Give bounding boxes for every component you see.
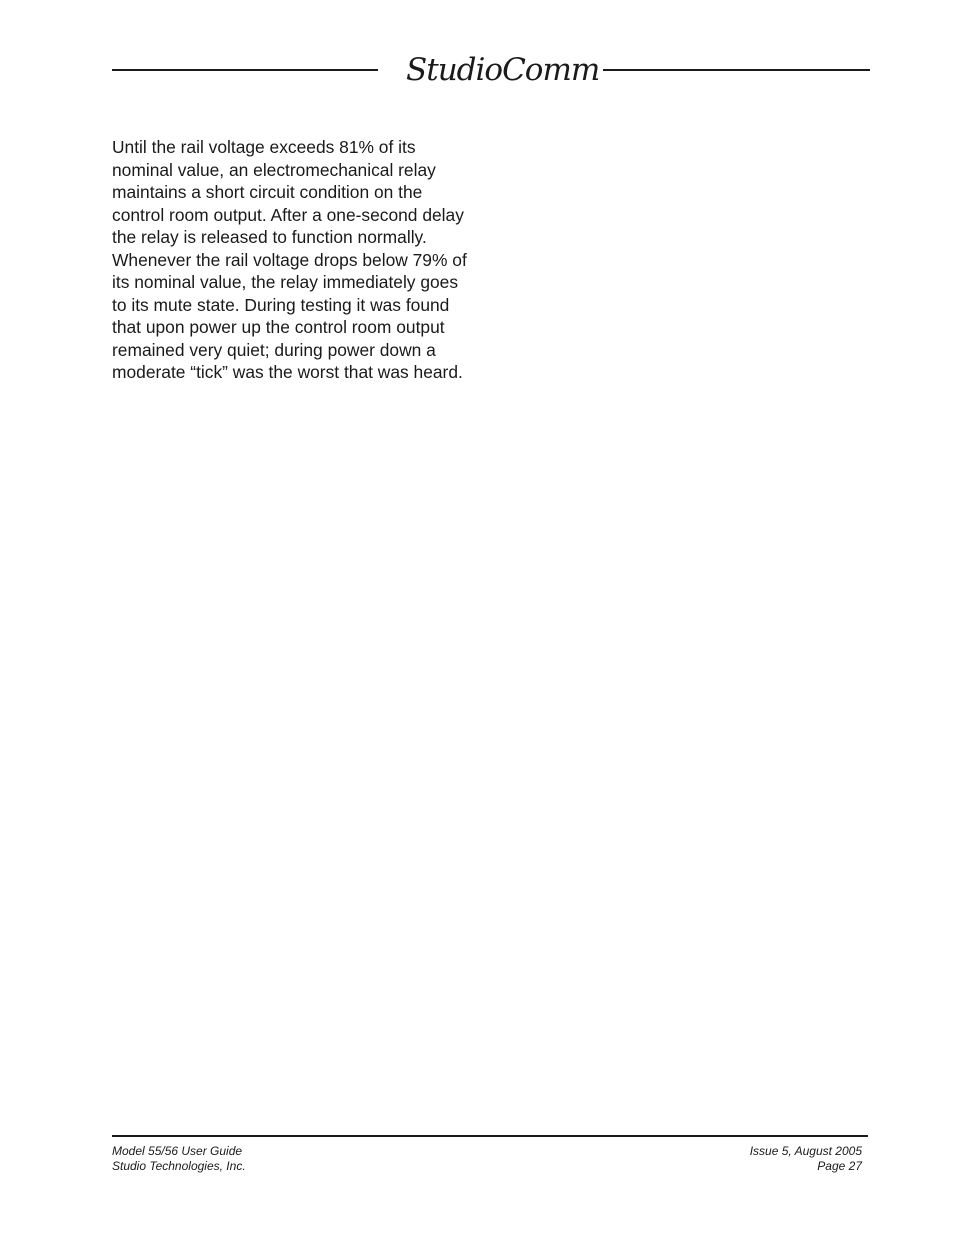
footer-rule [112,1135,868,1137]
footer-left [112,1144,246,1174]
header-rule-right [603,69,870,71]
footer-document-title: Model 55/56 User Guide [112,1144,243,1158]
footer-page-number: Page 27 [817,1159,862,1173]
studiocomm-logo: StudioComm [406,52,600,88]
footer-company-name: Studio Technologies, Inc. [112,1159,246,1173]
footer-right [750,1144,862,1174]
header-rule-left [112,69,378,71]
footer-issue-date: Issue 5, August 2005 [749,1144,862,1158]
body-paragraph: Until the rail voltage exceeds 81% of its nominal value, an electromechanical relay maintains a short circuit condition on the control room output. After a one-second delay the relay is released to function normally. Whenever the rail voltage drops below 79% of its nominal value, the relay immediately goes to its mute state. During testing it was found that upon power up the control room output remained very quiet; during power down a moderate “tick” was the worst that was heard. [112,137,467,382]
